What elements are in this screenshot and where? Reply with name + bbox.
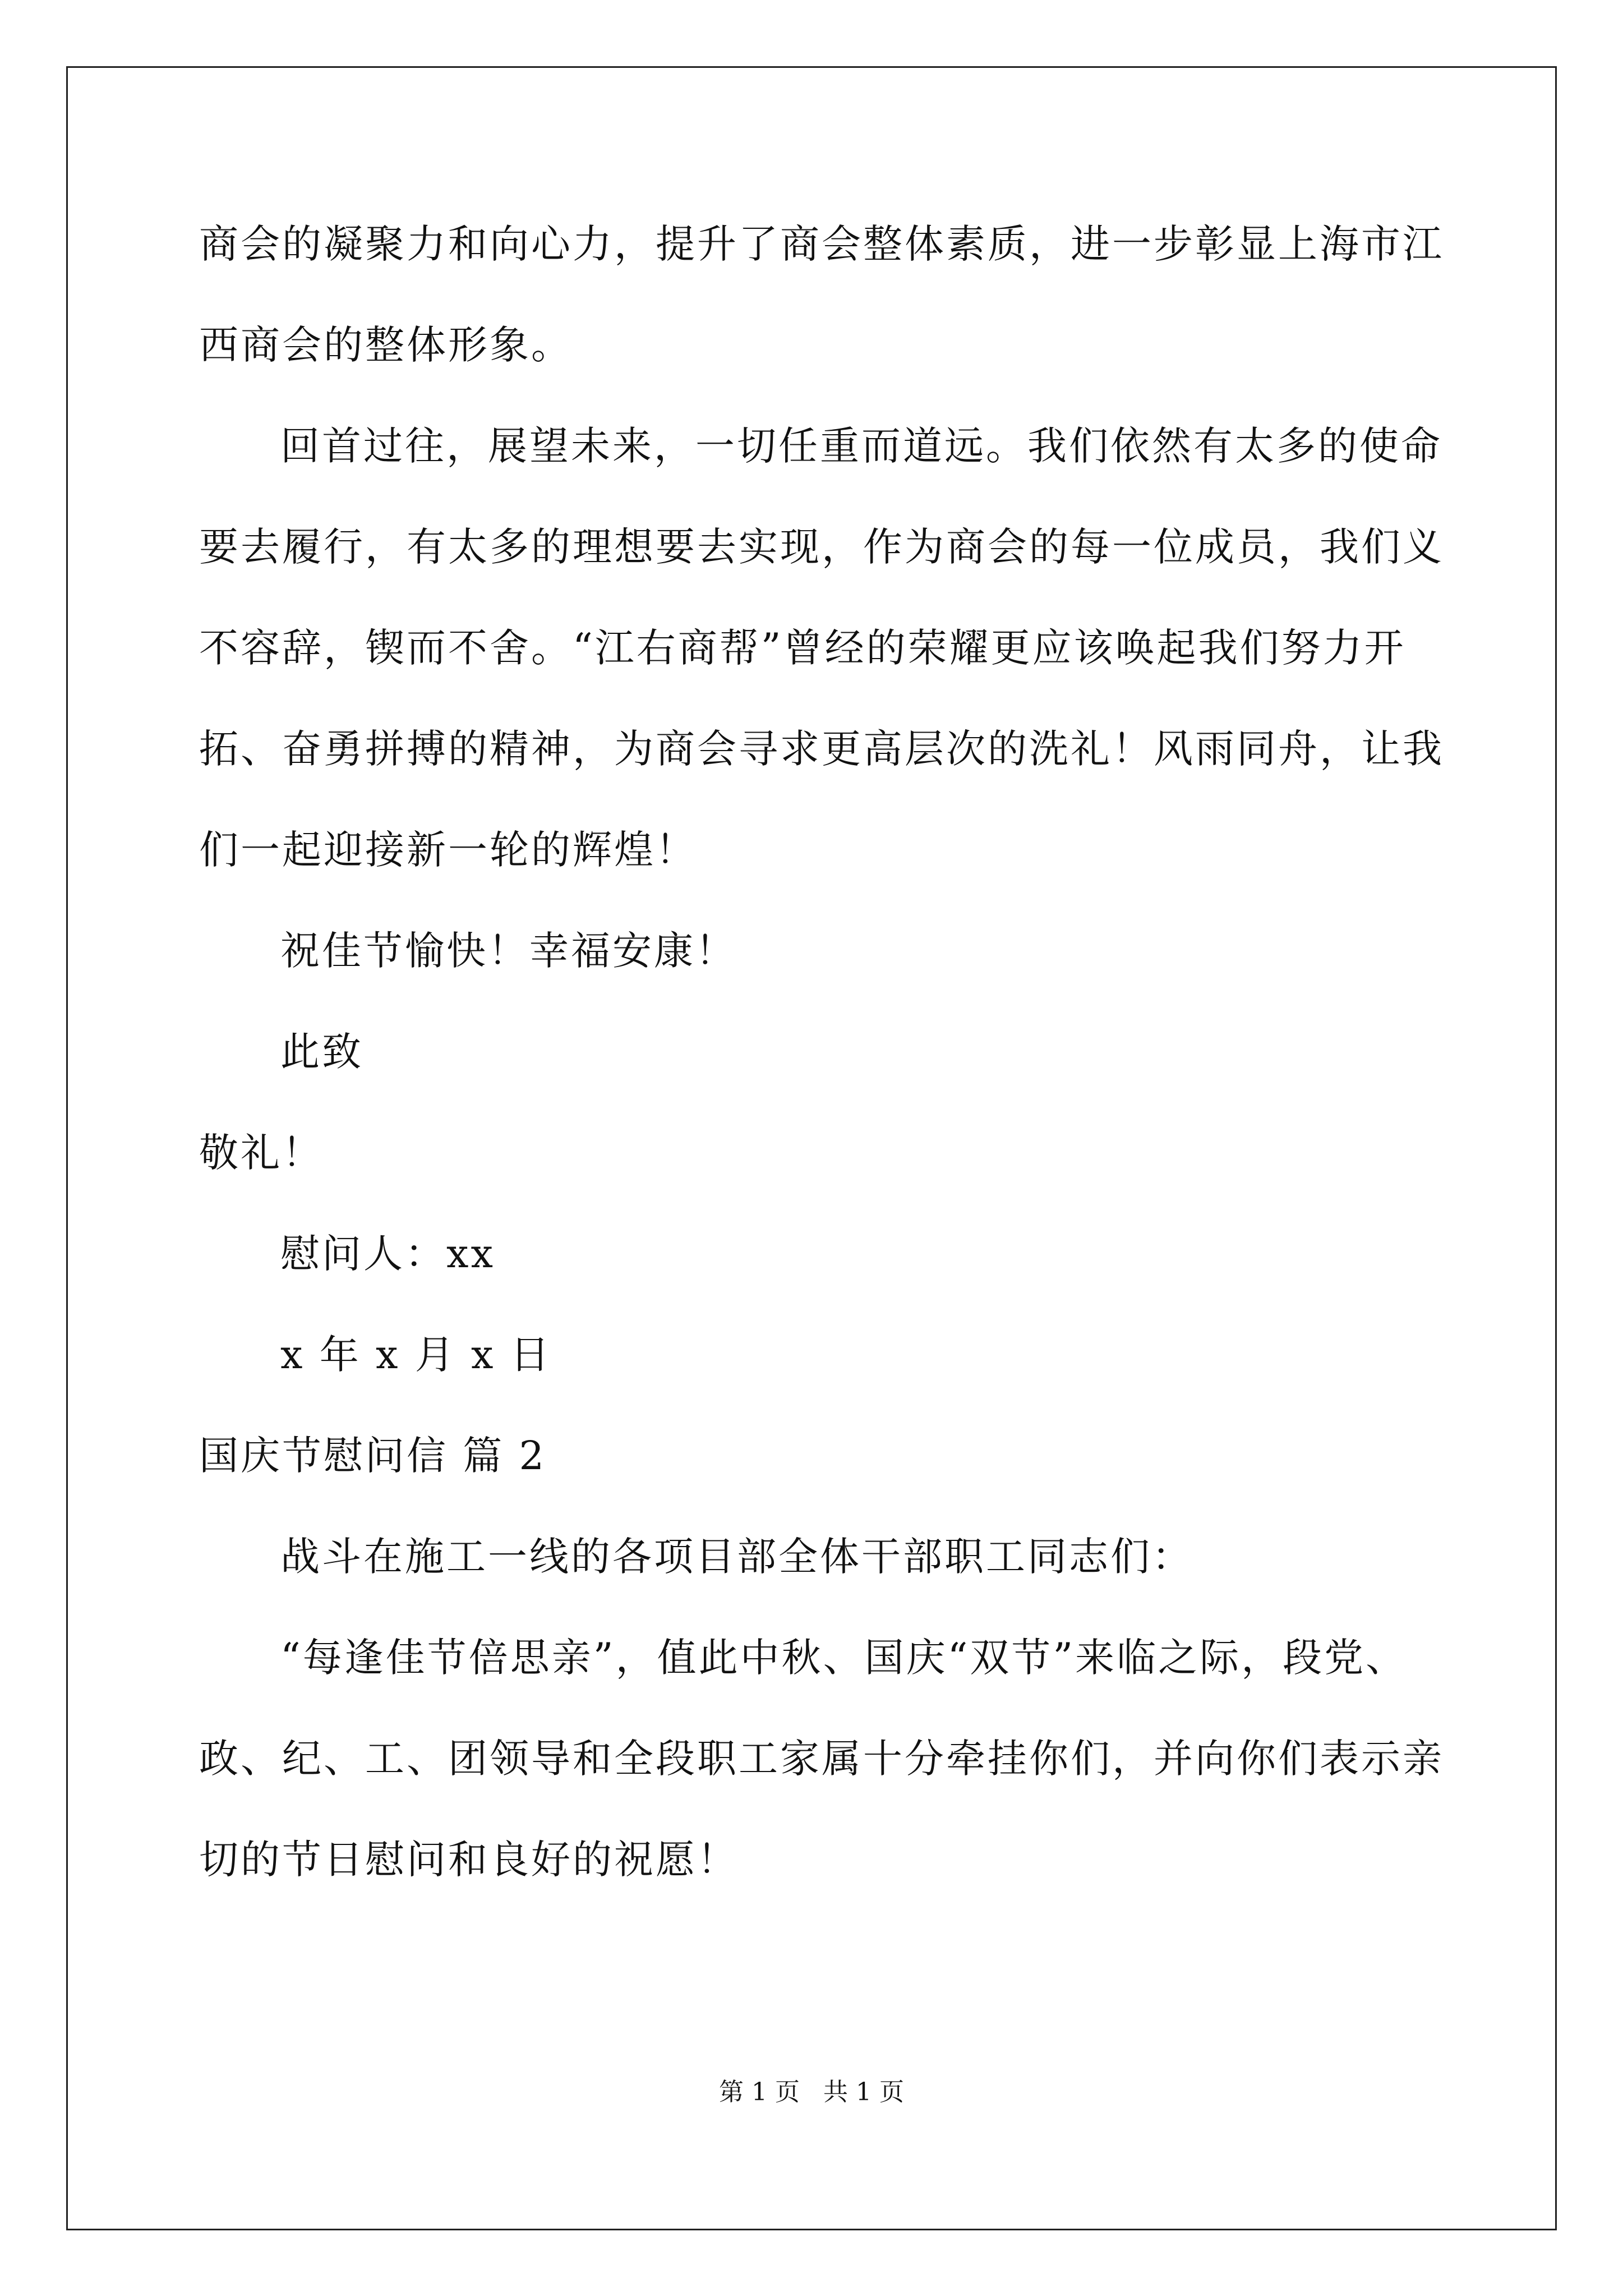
body-line-1: 商会的凝聚力和向心力，提升了商会整体素质，进一步彰显上海市江	[199, 221, 1444, 267]
page-number-footer: 第 1 页 共 1 页	[719, 2078, 904, 2106]
body-line-16: 政、纪、工、团领导和全段职工家属十分牵挂你们，并向你们表示亲	[199, 1736, 1444, 1782]
body-line-17: 切的节日慰问和良好的祝愿！	[199, 1837, 739, 1883]
body-line-4: 要去履行，有太多的理想要去实现，作为商会的每一位成员，我们义	[199, 524, 1444, 570]
body-line-2: 西商会的整体形象。	[199, 322, 573, 368]
body-line-5: 不容辞，锲而不舍。“江右商帮”曾经的荣耀更应该唤起我们努力开	[199, 625, 1406, 671]
body-line-3: 回首过往，展望未来，一切任重而道远。我们依然有太多的使命	[280, 423, 1442, 469]
signature-line: 慰问人：xx	[280, 1231, 495, 1277]
section-heading: 国庆节慰问信 篇 2	[199, 1433, 547, 1479]
body-line-15: “每逢佳节倍思亲”，值此中秋、国庆“双节”来临之际，段党、	[280, 1635, 1408, 1681]
body-line-7: 们一起迎接新一轮的辉煌！	[199, 827, 697, 873]
greeting-line: 祝佳节愉快！幸福安康！	[280, 928, 737, 974]
salutation-line: 战斗在施工一线的各项目部全体干部职工同志们：	[280, 1534, 1193, 1580]
closing-ci-zhi: 此致	[280, 1029, 363, 1075]
body-line-6: 拓、奋勇拼搏的精神，为商会寻求更高层次的洗礼！风雨同舟，让我	[199, 726, 1444, 772]
closing-jing-li: 敬礼！	[199, 1130, 324, 1176]
date-line: x 年 x 月 x 日	[280, 1332, 552, 1378]
